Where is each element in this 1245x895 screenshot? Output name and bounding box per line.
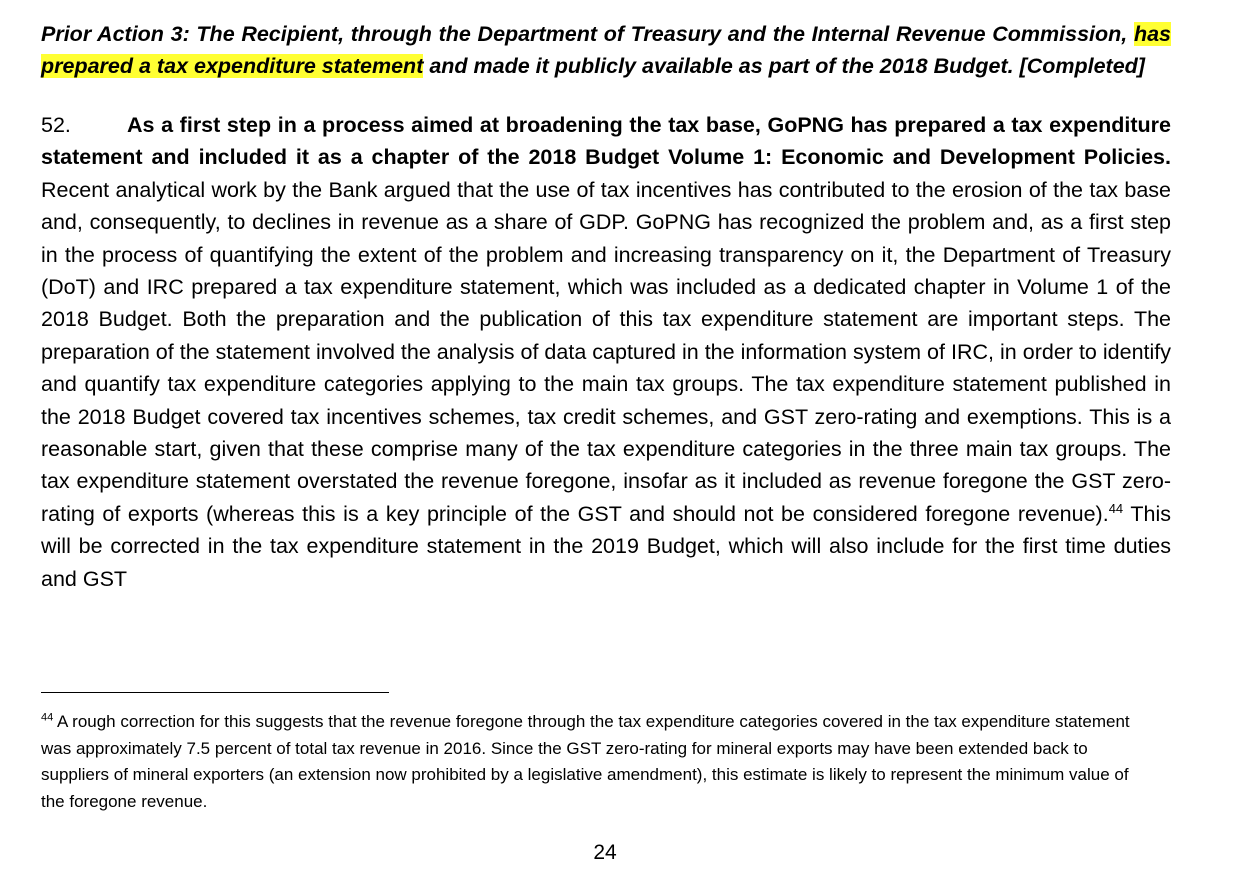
footnote-reference[interactable]: 44: [1108, 500, 1124, 516]
footnote-separator: [41, 692, 389, 693]
document-page: [41, 18, 1171, 595]
footnote-marker: 44: [41, 711, 54, 724]
paragraph-body: Recent analytical work by the Bank argued that the use of tax incentives has contributed to the erosion of the tax base and, consequently, to declines in revenue as a share of GDP. GoPNG has recognized the problem and, as a first step in the process of quantifying the extent of the problem and increasing transparency on it, the Department of Treasury (DoT) and IRC prepared a tax expenditure statement, which was included as a dedicated chapter in Volume 1 of the 2018 Budget. Both the preparation and the publication of this tax expenditure statement are important steps. The preparation of the statement involved the analysis of data captured in the information system of IRC, in order to identify and quantify tax expenditure categories applying to the main tax groups. The tax expenditure statement published in the 2018 Budget covered tax incentives schemes, tax credit schemes, and GST zero-rating and exemptions. This is a reasonable start, given that these comprise many of the tax expenditure categories in the three main tax groups. The tax expenditure statement overstated the revenue foregone, insofar as it included as revenue foregone the GST zero-rating of exports (whereas this is a key principle of the GST and should not be considered foregone revenue).: [41, 177, 1171, 526]
page-number: 24: [593, 841, 617, 864]
prior-action-text-end: and made it publicly available as part of the 2018 Budget. [Completed]: [423, 54, 1145, 78]
footnote-text: A rough correction for this suggests that the revenue foregone through the tax expenditure categories covered in the tax expenditure statement was approximately 7.5 percent of total tax revenue in 2016. Since the GST zero-rating for mineral exports may have been extended back to suppliers of mineral exporters (an extension now prohibited by a legislative amendment), this estimate is likely to represent the minimum value of the foregone revenue.: [41, 712, 1130, 811]
paragraph-52: [41, 109, 1171, 595]
footnote: [41, 709, 1131, 815]
highlighted-text: has prepared a tax expenditure statement: [41, 22, 1171, 78]
prior-action-heading: [41, 18, 1171, 82]
prior-action-text: Prior Action 3: The Recipient, through the Department of Treasury and the Internal Revenue Commission,: [41, 22, 1134, 46]
paragraph-tail: This will be corrected in the tax expenditure statement in the 2019 Budget, which will also include for the first time duties and GST: [41, 501, 1171, 591]
paragraph-number: 52.: [41, 113, 71, 137]
paragraph-lead: As a first step in a process aimed at broadening the tax base, GoPNG has prepared a tax expenditure statement and included it as a chapter of the 2018 Budget Volume 1: Economic and Development Policies.: [41, 113, 1171, 170]
